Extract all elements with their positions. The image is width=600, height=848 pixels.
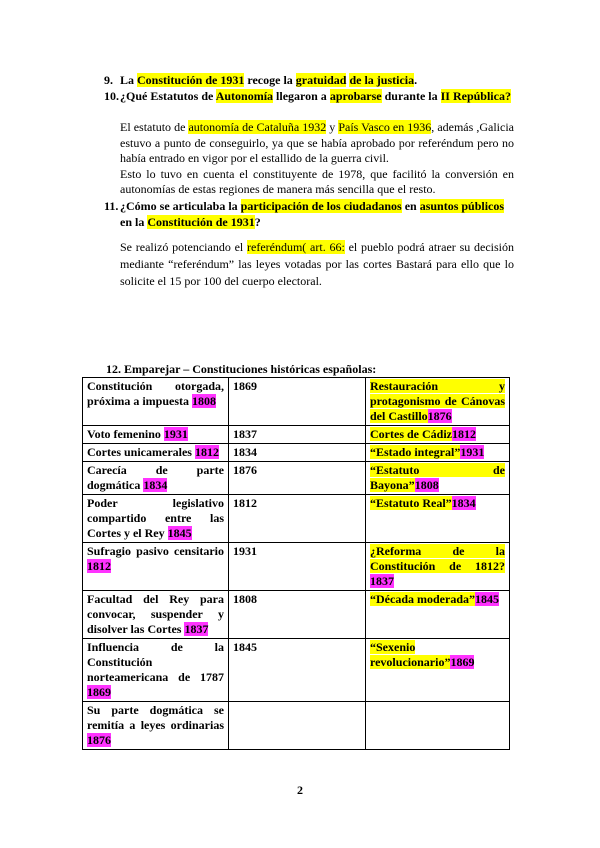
year-cell (229, 543, 366, 591)
question-number: 9. (104, 73, 113, 87)
feature-cell (83, 462, 229, 495)
answer-11 (120, 239, 514, 290)
feature-cell (83, 426, 229, 444)
description-text: “Estado integral” (370, 445, 461, 459)
feature-cell (83, 591, 229, 639)
feature-cell (83, 639, 229, 702)
answer-year: 1845 (167, 526, 192, 540)
table-row (83, 639, 510, 702)
description-cell (366, 444, 510, 462)
answer-year: 1812 (451, 427, 476, 441)
page-number: 2 (297, 783, 303, 797)
feature-text: Cortes unicamerales (87, 445, 192, 459)
question-12-title: 12. Emparejar – Constituciones históricas españolas: (106, 362, 377, 376)
question-number: 11. (104, 199, 119, 213)
year-text: 1876 (233, 463, 257, 477)
answer-year: 1931 (163, 427, 188, 441)
description-cell (366, 702, 510, 750)
feature-text: Influencia de la Constitución norteamericana de 1787 (87, 640, 224, 684)
answer-10 (120, 120, 514, 198)
feature-cell (83, 543, 229, 591)
question-text: La Constitución de 1931 recoge la gratuidad de la justicia. (120, 73, 418, 87)
feature-text: Poder legislativo compartido entre las Cortes y el Rey (87, 496, 224, 540)
question-9 (104, 72, 514, 88)
answer-year: 1876 (87, 733, 111, 747)
answer-paragraph: El estatuto de autonomía de Cataluña 1932 y País Vasco en 1936, además ,Galicia estuvo a punto de conseguirlo, ya que se había aprobado por referéndum pero no había entrado en vigor por el estallido de la guerra civil. (120, 120, 514, 165)
answer-year: 1812 (194, 445, 219, 459)
year-text: 1837 (233, 427, 257, 441)
answer-year: 1837 (184, 622, 209, 636)
feature-text: Voto femenino (87, 427, 161, 441)
year-cell (229, 702, 366, 750)
answer-year: 1812 (87, 559, 111, 573)
question-text: ¿Qué Estatutos de Autonomía llegaron a aprobarse durante la II República? (120, 89, 511, 103)
answer-year: 1931 (460, 445, 485, 459)
description-cell (366, 378, 510, 426)
question-10 (104, 88, 514, 104)
feature-cell (83, 495, 229, 543)
feature-cell (83, 702, 229, 750)
description-cell (366, 591, 510, 639)
table-row (83, 378, 510, 426)
description-cell (366, 426, 510, 444)
table-row (83, 543, 510, 591)
year-cell (229, 639, 366, 702)
table-row (83, 591, 510, 639)
description-text: “Estatuto de Bayona” (370, 463, 505, 492)
description-cell (366, 495, 510, 543)
answer-year: 1845 (475, 592, 499, 606)
description-text: ¿Reforma de la Constitución de 1812? (370, 544, 505, 573)
description-cell (366, 462, 510, 495)
answer-year: 1808 (192, 394, 216, 408)
table-row (83, 495, 510, 543)
question-11 (104, 198, 514, 230)
year-cell (229, 591, 366, 639)
feature-cell (83, 378, 229, 426)
table-row (83, 444, 510, 462)
description-text: “Estatuto Real” (370, 496, 452, 510)
feature-text: Sufragio pasivo censitario (87, 544, 224, 558)
answer-paragraph: Esto lo tuvo en cuenta el constituyente de 1978, que facilitó la conversión en autonomías de estas regiones de manera más sencilla que el resto. (120, 166, 514, 196)
answer-year: 1869 (87, 685, 111, 699)
description-text: Restauración y protagonismo de Cánovas del Castillo (370, 379, 505, 423)
description-text: “Década moderada” (370, 592, 475, 606)
description-text: “Sexenio revolucionario” (370, 640, 451, 669)
feature-text: Su parte dogmática se remitía a leyes ordinarias (87, 703, 224, 732)
table-row (83, 702, 510, 750)
question-text: ¿Cómo se articulaba la participación de los ciudadanos en asuntos públicos en la Constitución de 1931? (120, 199, 505, 229)
answer-year: 1834 (451, 496, 476, 510)
year-cell (229, 495, 366, 543)
feature-cell (83, 444, 229, 462)
year-cell (229, 444, 366, 462)
description-cell (366, 543, 510, 591)
matching-table (82, 377, 510, 750)
description-text: Cortes de Cádiz (370, 427, 452, 441)
feature-text: Carecía de parte dogmática (87, 463, 224, 492)
year-text: 1834 (233, 445, 257, 459)
year-text: 1812 (233, 496, 257, 510)
question-number: 10. (104, 89, 119, 103)
year-text: 1808 (233, 592, 257, 606)
answer-paragraph: Se realizó potenciando el referéndum( art. 66: el pueblo podrá atraer su decisión mediante “referéndum” las leyes votadas por las cortes Bastará para ello que lo solicite el 15 por 100 del cuerpo electoral. (120, 240, 514, 288)
year-text: 1931 (233, 544, 257, 558)
table-row (83, 462, 510, 495)
table-row (83, 426, 510, 444)
answer-year: 1837 (370, 574, 394, 588)
answer-year: 1869 (450, 655, 475, 669)
answer-year: 1808 (414, 478, 439, 492)
feature-text: Facultad del Rey para convocar, suspender y disolver las Cortes (87, 592, 224, 636)
answer-year: 1834 (143, 478, 168, 492)
answer-year: 1876 (427, 409, 452, 423)
year-text: 1845 (233, 640, 257, 654)
description-cell (366, 639, 510, 702)
year-cell (229, 462, 366, 495)
year-cell (229, 426, 366, 444)
year-text: 1869 (233, 379, 257, 393)
feature-text: Constitución otorgada, próxima a impuesta (87, 379, 224, 408)
year-cell (229, 378, 366, 426)
